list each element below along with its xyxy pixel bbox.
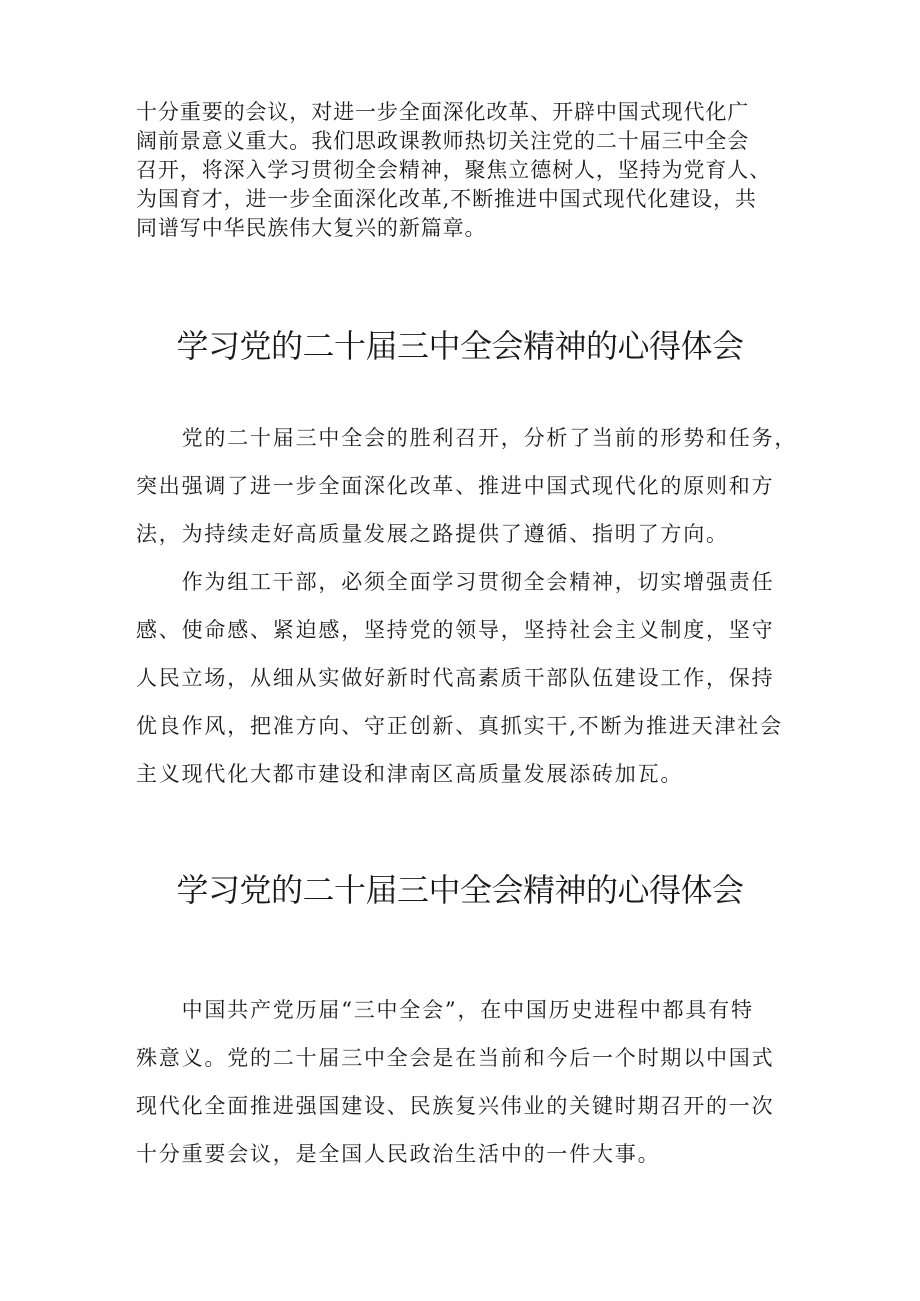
text-line: 同谱写中华民族伟大复兴的新篇章。 [136,216,487,240]
text-line: 作为组工干部，必须全面学习贯彻全会精神，切实增强责任 [136,570,775,594]
text-line: 优良作风，把准方向、守正创新、真抓实干,不断为推进天津社会 [136,714,783,738]
text-line: 中国共产党历届“三中全会”，在中国历史进程中都具有特 [136,998,754,1022]
text-line: 为国育才，进一步全面深化改革,不断推进中国式现代化建设，共 [136,187,757,211]
text-line: 党的二十届三中全会的胜利召开，分析了当前的形势和任务， [136,426,798,450]
section-2-body [136,986,798,1178]
section-heading: 学习党的二十届三中全会精神的心得体会 [176,327,744,365]
text-line: 十分重要的会议，对进一步全面深化改革、开辟中国式现代化广 [136,100,750,124]
text-line: 十分重要会议，是全国人民政治生活中的一件大事。 [136,1142,661,1166]
text-line: 阔前景意义重大。我们思政课教师热切关注党的二十届三中全会 [136,129,750,153]
section-heading: 学习党的二十届三中全会精神的心得体会 [176,871,744,909]
text-line: 现代化全面推进强国建设、民族复兴伟业的关键时期召开的一次 [136,1094,775,1118]
intro-paragraph [136,98,798,243]
text-line: 人民立场，从细从实做好新时代高素质干部队伍建设工作，保持 [136,666,775,690]
text-line: 突出强调了进一步全面深化改革、推进中国式现代化的原则和方 [136,474,775,498]
text-line: 召开，将深入学习贯彻全会精神，聚焦立德树人，坚持为党育人、 [136,158,772,182]
text-line: 法，为持续走好高质量发展之路提供了遵循、指明了方向。 [136,522,729,546]
text-line: 主义现代化大都市建设和津南区高质量发展添砖加瓦。 [136,762,684,786]
text-line: 殊意义。党的二十届三中全会是在当前和今后一个时期以中国式 [136,1046,775,1070]
text-line: 感、使命感、紧迫感，坚持党的领导，坚持社会主义制度，坚守 [136,618,775,642]
section-1-body [136,414,798,798]
